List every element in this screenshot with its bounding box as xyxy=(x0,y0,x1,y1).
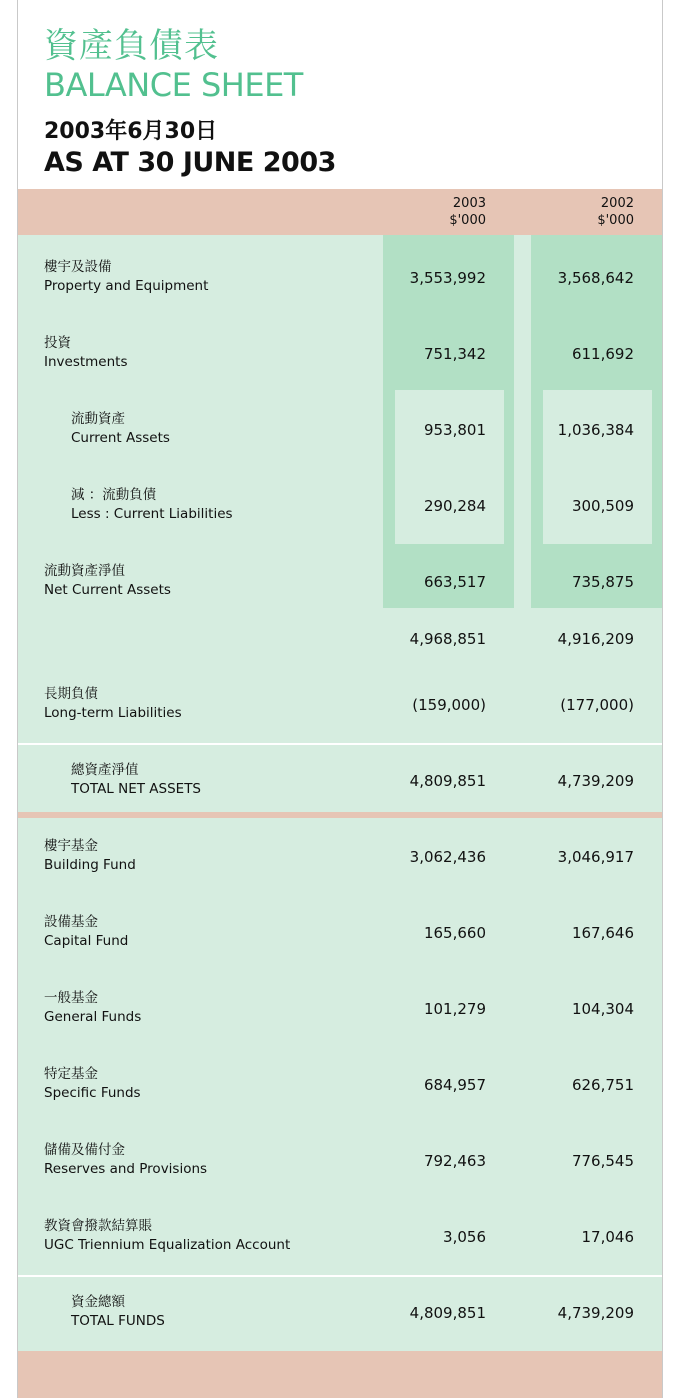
table-row xyxy=(0,334,680,374)
value-2003: (159,000) xyxy=(412,696,486,714)
value-2002: 104,304 xyxy=(571,1000,634,1018)
row-label xyxy=(44,685,182,723)
value-2002: 167,646 xyxy=(571,924,634,942)
divider xyxy=(18,1275,662,1277)
value-2003: 101,279 xyxy=(423,1000,486,1018)
row-label-zh: 資金總額 xyxy=(71,1294,125,1310)
value-2002: 17,046 xyxy=(581,1228,634,1246)
value-2003: 3,056 xyxy=(443,1228,486,1246)
row-label xyxy=(71,486,233,524)
value-2002: 1,036,384 xyxy=(557,421,634,439)
row-label xyxy=(44,1141,207,1179)
footer-band xyxy=(18,1351,662,1398)
value-2002: 4,739,209 xyxy=(557,1304,634,1322)
row-label-zh: 總資產淨值 xyxy=(71,762,139,778)
value-2002: 3,568,642 xyxy=(557,269,634,287)
row-label-zh: 流動資產 xyxy=(71,411,125,427)
column-header-2003 xyxy=(396,195,486,229)
value-2003: 4,809,851 xyxy=(409,772,486,790)
row-label-en: Investments xyxy=(44,354,128,370)
value-2003: 792,463 xyxy=(423,1152,486,1170)
row-label xyxy=(71,761,201,799)
table-row xyxy=(0,837,680,877)
value-2003: 3,062,436 xyxy=(409,848,486,866)
title-english: BALANCE SHEET xyxy=(44,66,303,104)
date-chinese: 2003年6月30日 xyxy=(44,119,218,144)
value-2002: 4,739,209 xyxy=(557,772,634,790)
table-row xyxy=(0,1141,680,1181)
row-label-zh: 設備基金 xyxy=(44,914,98,930)
row-label-en: Long-term Liabilities xyxy=(44,705,182,721)
row-label-zh: 流動資產淨值 xyxy=(44,563,125,579)
value-2002: 626,751 xyxy=(571,1076,634,1094)
row-label xyxy=(44,837,136,875)
row-label-zh: 教資會撥款結算賬 xyxy=(44,1218,152,1234)
table-row xyxy=(0,685,680,725)
value-2002: 300,509 xyxy=(571,497,634,515)
row-label-zh: 儲備及備付金 xyxy=(44,1142,125,1158)
table-row xyxy=(0,562,680,602)
value-2003: 663,517 xyxy=(423,573,486,591)
value-2002: 776,545 xyxy=(571,1152,634,1170)
date-english: AS AT 30 JUNE 2003 xyxy=(44,147,336,178)
divider xyxy=(18,743,662,745)
table-row xyxy=(0,1217,680,1257)
row-label xyxy=(71,1293,165,1331)
column-unit: $'000 xyxy=(597,213,634,228)
value-2002: 3,046,917 xyxy=(557,848,634,866)
row-label-zh: 樓宇基金 xyxy=(44,838,98,854)
row-label-zh: 樓宇及設備 xyxy=(44,259,112,275)
column-unit: $'000 xyxy=(449,213,486,228)
row-label xyxy=(44,1065,141,1103)
row-label xyxy=(44,1217,290,1255)
row-label xyxy=(44,334,128,372)
value-2002: (177,000) xyxy=(560,696,634,714)
subtotal-2003: 4,968,851 xyxy=(409,630,486,648)
value-2003: 4,809,851 xyxy=(409,1304,486,1322)
row-label-zh: 長期負債 xyxy=(44,686,98,702)
row-label xyxy=(44,989,141,1027)
total-row xyxy=(0,761,680,801)
subtotal-row xyxy=(0,619,680,659)
row-label xyxy=(44,562,171,600)
row-label-en: Reserves and Provisions xyxy=(44,1161,208,1177)
value-2002: 735,875 xyxy=(571,573,634,591)
section-separator xyxy=(18,812,662,818)
row-label-en: Building Fund xyxy=(44,857,136,873)
row-label-en: Current Assets xyxy=(71,430,170,446)
value-2003: 290,284 xyxy=(423,497,486,515)
value-2003: 684,957 xyxy=(423,1076,486,1094)
row-label-en: UGC Triennium Equalization Account xyxy=(44,1237,291,1253)
table-row xyxy=(0,258,680,298)
title-chinese: 資產負債表 xyxy=(44,26,219,66)
column-year: 2003 xyxy=(452,196,486,211)
row-label-en: General Funds xyxy=(44,1009,142,1025)
value-2003: 165,660 xyxy=(423,924,486,942)
row-label-en: Less : Current Liabilities xyxy=(71,506,233,522)
value-2002: 611,692 xyxy=(571,345,634,363)
row-label-zh: 特定基金 xyxy=(44,1066,98,1082)
row-label-zh: 投資 xyxy=(44,335,71,351)
column-header-2002 xyxy=(544,195,634,229)
row-label-en: Net Current Assets xyxy=(44,582,171,598)
row-label-zh: 減 ：流動負債 xyxy=(71,487,157,503)
total-row xyxy=(0,1293,680,1333)
table-row xyxy=(0,1065,680,1105)
row-label xyxy=(44,258,208,296)
value-2003: 953,801 xyxy=(423,421,486,439)
row-label-en: Specific Funds xyxy=(44,1085,141,1101)
row-label xyxy=(44,913,128,951)
value-2003: 3,553,992 xyxy=(409,269,486,287)
column-year: 2002 xyxy=(600,196,634,211)
row-label xyxy=(71,410,170,448)
subtotal-2002: 4,916,209 xyxy=(557,630,634,648)
table-row xyxy=(0,913,680,953)
row-label-en: TOTAL FUNDS xyxy=(71,1313,165,1329)
row-label-en: TOTAL NET ASSETS xyxy=(71,781,202,797)
table-row xyxy=(0,410,680,450)
table-row xyxy=(0,989,680,1029)
row-label-en: Capital Fund xyxy=(44,933,129,949)
table-row xyxy=(0,486,680,526)
row-label-en: Property and Equipment xyxy=(44,278,209,294)
value-2003: 751,342 xyxy=(423,345,486,363)
row-label-zh: 一般基金 xyxy=(44,990,98,1006)
